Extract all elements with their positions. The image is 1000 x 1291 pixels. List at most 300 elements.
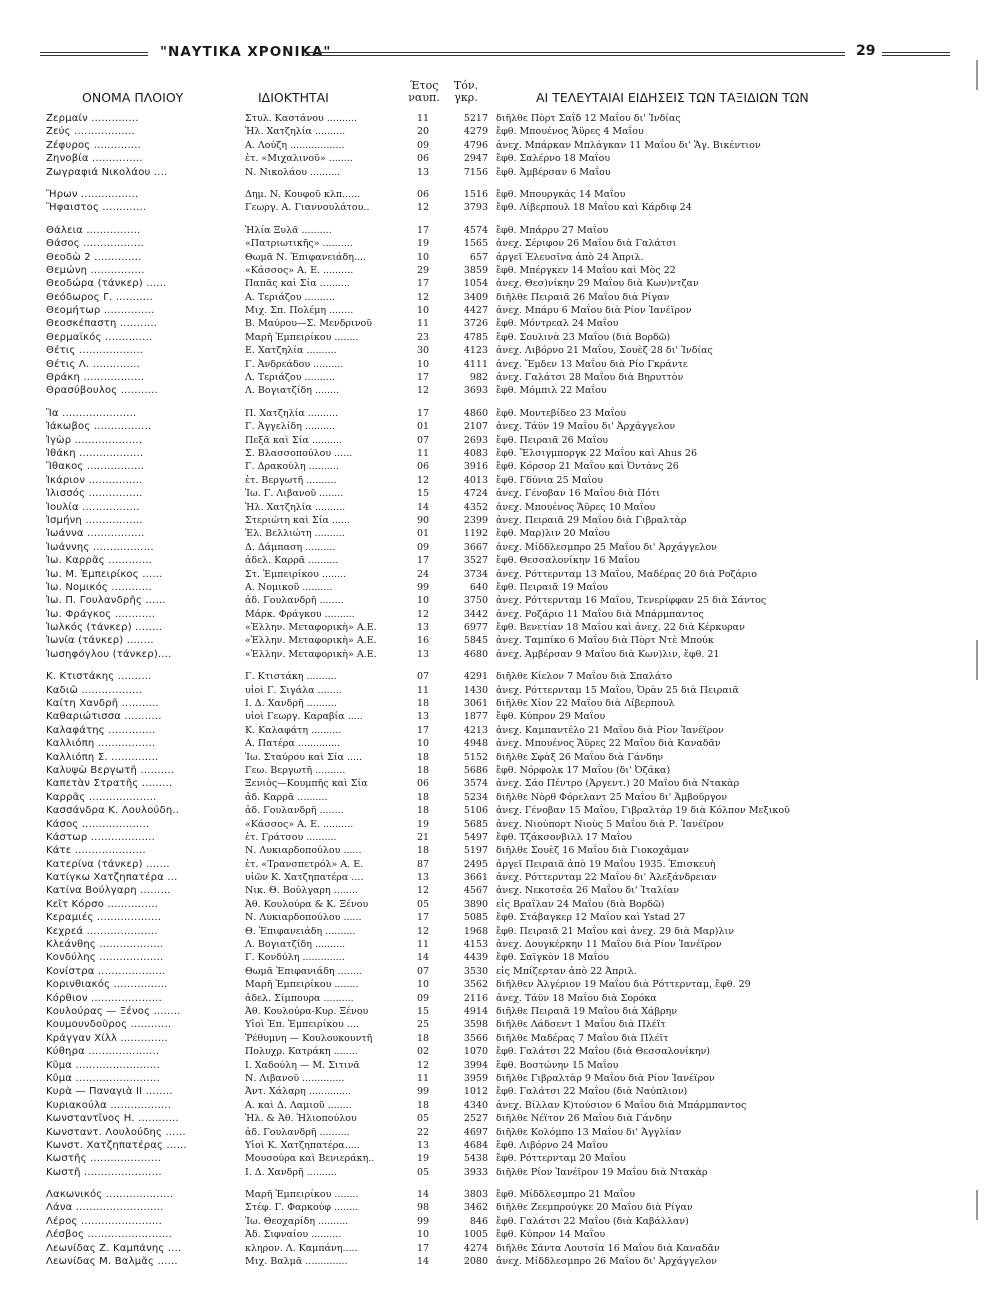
table-row <box>0 1228 1000 1241</box>
voyage-news: ἀνεχ. Ροζάριο 11 Μαΐου διὰ Μπάρμπαντος <box>496 608 704 620</box>
owner: Α. Τεριάζου .......... <box>245 291 335 303</box>
owner: Μιχ. Βαλμᾶ .............. <box>245 1256 348 1268</box>
ship-name: Καλαφάτης .............. <box>46 724 156 736</box>
gross-tonnage: 5106 <box>463 805 488 817</box>
voyage-news: διῆλθε Πὸρτ Σαΐδ 12 Μαΐου δι' Ἰνδίας <box>496 113 681 124</box>
voyage-news: ἀνεχ. Λιβόρνο 21 Μαΐου, Σουὲζ 28 δι' Ἰνδίας <box>496 345 713 357</box>
voyage-news: διῆλθε Σουὲζ 16 Μαΐου διὰ Γιοκοχάμαν <box>496 845 689 857</box>
ship-name: Κεῖτ Κόρσο ............... <box>46 898 159 910</box>
table-row <box>0 188 1000 201</box>
owner: «Ἑλλην. Μεταφορικὴ» Α.Ε. <box>245 648 377 660</box>
owner: ἐτ. «Τρανσπετρόλ» Α. Ε. <box>245 858 364 870</box>
ship-name: Θέτις Λ. .............. <box>46 358 141 370</box>
voyage-news: ἀνεχ. Ταμπίκο 6 Μαΐου διὰ Πὸρτ Ντὲ Μπούκ <box>496 635 714 647</box>
ship-name: Κεραμιές ................... <box>46 912 162 924</box>
voyage-news: διῆλθε Νέϊτον 26 Μαΐου διὰ Γάνδην <box>496 1113 672 1125</box>
ship-list <box>0 112 1000 1268</box>
owner: Ν. Λιβανοῦ .............. <box>245 1072 345 1084</box>
gross-tonnage: 1005 <box>463 1229 488 1241</box>
gross-tonnage: 3409 <box>463 291 488 303</box>
gross-tonnage: 4013 <box>463 474 488 486</box>
build-year: 05 <box>416 1166 430 1178</box>
build-year: 06 <box>416 153 430 165</box>
gross-tonnage: 4291 <box>463 671 488 683</box>
build-year: 15 <box>416 488 430 500</box>
build-year: 15 <box>416 1006 430 1017</box>
build-year: 13 <box>416 166 430 178</box>
build-year: 19 <box>416 238 430 250</box>
owner: Ν. Λυκιαρδοπούλου ...... <box>245 845 362 857</box>
table-row <box>0 1166 1000 1179</box>
table-row <box>0 1255 1000 1268</box>
voyage-news: ἔφθ. Μπέργκεν 14 Μαΐου καὶ Μὸς 22 <box>496 264 676 276</box>
gross-tonnage: 6977 <box>463 622 488 634</box>
ship-name: Ἰουλία ................. <box>46 501 140 513</box>
owner: Παπᾶς καὶ Σία .......... <box>245 278 350 290</box>
voyage-news: διῆλθε Σάντα Λουτσία 16 Μαΐου διὰ Καναδᾶν <box>496 1242 720 1254</box>
ship-name: Καρρᾶς .................... <box>46 791 157 803</box>
gross-tonnage: 2116 <box>463 992 488 1004</box>
table-row <box>0 1242 1000 1255</box>
col-header-tonnage-line1: Τόν. <box>453 79 479 92</box>
voyage-news: διῆλθε Σφὰξ 26 Μαΐου διὰ Γάνδην <box>496 751 664 763</box>
ship-name: Κατίνα Βούλγαρη ......... <box>46 885 171 897</box>
owner: Στ. Ἐμπειρίκου ........ <box>245 568 347 580</box>
voyage-news: διῆλθε Ρίον Ἰανέϊρον 19 Μαΐου διὰ Ντακὰρ <box>496 1166 708 1178</box>
gross-tonnage: 4785 <box>463 331 488 343</box>
table-row <box>0 911 1000 924</box>
build-year: 11 <box>416 318 430 330</box>
voyage-news: ἔφθ. Μπάρρυ 27 Μαΐου <box>496 224 609 236</box>
ship-name: Κυριακούλα .................. <box>46 1099 172 1111</box>
ship-name: Λεωνίδας Μ. Βαλμᾶς ...... <box>46 1256 178 1268</box>
table-row <box>0 1045 1000 1058</box>
owner: Θωμᾶ Ν. Ἐπιφανειάδη.... <box>245 251 366 263</box>
voyage-news: διῆλθε Μαδέρας 7 Μαΐου διὰ Πλέϊτ <box>496 1032 669 1044</box>
gross-tonnage: 2947 <box>463 153 488 165</box>
ship-name: Λακωνικός .................... <box>46 1189 174 1201</box>
gross-tonnage: 846 <box>469 1215 488 1227</box>
table-row <box>0 527 1000 540</box>
build-year: 99 <box>416 1215 430 1227</box>
build-year: 12 <box>416 608 430 620</box>
owner: ἀδ. Καρρᾶ .......... <box>245 791 328 803</box>
owner: Ι. Χαδούλη — Μ. Σιτινᾶ <box>245 1059 360 1071</box>
build-year: 10 <box>416 251 430 263</box>
voyage-news: ἀνεχ. Καμπαντέλο 21 Μαΐου διὰ Ρίον Ἰανέϊρον <box>496 724 724 736</box>
build-year: 13 <box>416 622 430 634</box>
gross-tonnage: 4860 <box>463 407 488 419</box>
build-year: 09 <box>416 992 430 1004</box>
table-row <box>0 634 1000 647</box>
voyage-news: ἔφθ. Σαλέρνο 18 Μαΐου <box>496 153 611 165</box>
ship-name: Ἰάκωβος ................. <box>46 421 152 433</box>
ship-name: Κ. Κτιστάκης .......... <box>46 671 152 683</box>
table-row <box>0 1072 1000 1085</box>
build-year: 14 <box>416 1189 430 1201</box>
owner: Πεξᾶ καὶ Σία .......... <box>245 434 343 446</box>
table-row <box>0 791 1000 804</box>
build-year: 09 <box>416 139 430 151</box>
build-year: 12 <box>416 474 430 486</box>
build-year: 21 <box>416 831 430 843</box>
voyage-news: ἔφθ. Ρόττερνταμ 20 Μαΐου <box>496 1153 626 1165</box>
gross-tonnage: 3726 <box>463 318 488 330</box>
build-year: 12 <box>416 202 430 214</box>
ship-name: Ἰω. Καρρᾶς ............. <box>46 555 153 567</box>
build-year: 06 <box>416 778 430 790</box>
build-year: 19 <box>416 1153 430 1165</box>
table-row <box>0 344 1000 357</box>
voyage-news: εἰς Βραΐλαν 24 Μαΐου (διὰ Βορδῶ) <box>496 898 665 910</box>
gross-tonnage: 3667 <box>463 541 488 553</box>
ship-name: Καίτη Χανδρῆ ........... <box>46 698 159 710</box>
owner: Μουσούρα καὶ Βενιεράκη.. <box>245 1153 375 1165</box>
col-header-year-line2: ναυπ. <box>408 91 440 104</box>
owner: κληρον. Λ. Καμπάνη..... <box>245 1242 358 1254</box>
voyage-news: ἔφθ. Σουλινὰ 23 Μαΐου (διὰ Βορδῶ) <box>496 331 671 343</box>
gross-tonnage: 5217 <box>463 113 488 124</box>
table-row <box>0 621 1000 634</box>
ship-name: Κονίστρα .................... <box>46 965 166 977</box>
table-row <box>0 1201 1000 1214</box>
voyage-news: ἀνεχ. Μπάρκαν Μπλάγκαν 11 Μαΐου δι' Ἅγ. Βικέντιον <box>496 139 761 151</box>
ship-name: Ἰωσηφόγλου (τάνκερ).... <box>46 648 172 660</box>
owner: Στέφ. Γ. Φαρκούφ ........ <box>245 1202 359 1214</box>
ship-name: Καλλιόπη ................. <box>46 738 156 750</box>
ship-name: Θεοδώρα (τάνκερ) ...... <box>46 278 167 290</box>
owner: Μαρῆ Ἐμπειρίκου ........ <box>245 331 359 343</box>
voyage-news: ἔφθ. Σαϊγκὸν 18 Μαΐου <box>496 952 609 964</box>
ship-name: Καλυψὼ Βεργωτῆ .......... <box>46 764 175 776</box>
table-row <box>0 804 1000 817</box>
build-year: 87 <box>416 858 430 870</box>
build-year: 99 <box>416 1086 430 1098</box>
owner: Σ. Βλασσοπούλου ...... <box>245 447 353 459</box>
voyage-news: διῆλθε Ζεεμπρούγκε 20 Μαΐου διὰ Ρίγαν <box>496 1202 693 1214</box>
build-year: 18 <box>416 764 430 776</box>
voyage-news: ἔφθ. Γαλάτσι 22 Μαΐου (διὰ Ναύπλιον) <box>496 1086 688 1098</box>
owner: ἀδ. Γουλανδρῆ ........ <box>245 805 344 817</box>
gross-tonnage: 3916 <box>463 461 488 473</box>
build-year: 18 <box>416 1099 430 1111</box>
voyage-news: ἔφθ. Κύπρον 14 Μαΐου <box>496 1229 606 1241</box>
ship-name: Ἰσμήνη ................. <box>46 514 143 526</box>
gross-tonnage: 3803 <box>463 1189 488 1201</box>
table-row <box>0 568 1000 581</box>
ship-name: Καθαριώτισσα ........... <box>46 711 162 723</box>
build-year: 12 <box>416 885 430 897</box>
voyage-news: ἀργεῖ Πειραιᾶ ἀπὸ 19 Μαΐου 1935. Ἐπισκευὴ <box>496 858 716 870</box>
gross-tonnage: 1565 <box>463 238 488 250</box>
voyage-news: ἀνεχ. Ἔμδεν 13 Μαΐου διὰ Ρίο Γκράντε <box>496 358 688 370</box>
build-year: 13 <box>416 872 430 884</box>
build-year: 10 <box>416 738 430 750</box>
ship-name: Κωνσταντῖνος Η. ............ <box>46 1113 179 1125</box>
build-year: 01 <box>416 421 430 433</box>
table-row <box>0 951 1000 964</box>
gross-tonnage: 3061 <box>463 698 488 710</box>
gross-tonnage: 4083 <box>463 447 488 459</box>
ship-name: Θεομήτωρ ............... <box>46 305 155 317</box>
ship-name: Ἥρων ................. <box>46 188 139 200</box>
voyage-news: ἀνεχ. Μίδδλεσμπρο 26 Μαΐου δι' Ἀρχάγγελον <box>496 1256 717 1268</box>
voyage-news: ἀνεχ. Γαλάτσι 28 Μαΐου διὰ Βηρυττὸν <box>496 372 684 384</box>
gross-tonnage: 2107 <box>463 421 488 433</box>
gross-tonnage: 657 <box>469 251 488 263</box>
gross-tonnage: 1516 <box>463 188 488 200</box>
table-row <box>0 358 1000 371</box>
gross-tonnage: 3598 <box>463 1019 488 1031</box>
build-year: 17 <box>416 278 430 290</box>
table-row <box>0 1085 1000 1098</box>
build-year: 11 <box>416 684 430 696</box>
build-year: 12 <box>416 925 430 937</box>
gross-tonnage: 5085 <box>463 912 488 924</box>
voyage-news: ἀνεχ. Γένοβαν 16 Μαΐου διὰ Πότι <box>496 488 660 500</box>
gross-tonnage: 3734 <box>463 568 488 580</box>
owner: Κ. Καλαφάτη .......... <box>245 724 342 736</box>
page-edge-mark <box>976 60 978 90</box>
gross-tonnage: 4213 <box>463 724 488 736</box>
build-year: 09 <box>416 541 430 553</box>
owner: Μάρκ. Φράγκου .......... <box>245 608 355 620</box>
col-header-year-line1: Έτος <box>409 79 439 92</box>
build-year: 18 <box>416 845 430 857</box>
build-year: 98 <box>416 1202 430 1214</box>
ship-name: Κατίγκω Χατζηπατέρα ... <box>46 872 178 884</box>
owner: ἀδ. Γουλανδρῆ ........ <box>245 595 344 607</box>
owner: Γ. Κτιστάκη .......... <box>245 671 337 683</box>
owner: Ι. Δ. Χανδρῆ .......... <box>245 698 337 710</box>
gross-tonnage: 4574 <box>463 224 488 236</box>
owner: ἀδελ. Καρρᾶ .......... <box>245 555 339 567</box>
gross-tonnage: 4724 <box>463 488 488 500</box>
ship-name: Λεωνίδας Ζ. Καμπάνης .... <box>46 1242 182 1254</box>
table-row <box>0 992 1000 1005</box>
voyage-news: ἔφθ. Νόρφολκ 17 Μαΐου (δι' Ὀζάκα) <box>496 764 671 776</box>
build-year: 12 <box>416 385 430 397</box>
table-row <box>0 1188 1000 1201</box>
owner: Ἰω. Σταύρου καὶ Σία ..... <box>245 751 363 763</box>
voyage-news: ἔφθ. Μόντρεαλ 24 Μαΐου <box>496 318 619 330</box>
build-year: 11 <box>416 113 430 124</box>
gross-tonnage: 4427 <box>463 305 488 317</box>
voyage-news: ἔφθ. Γαλάτσι 22 Μαΐου (διὰ Καβάλλαν) <box>496 1215 689 1227</box>
build-year: 18 <box>416 698 430 710</box>
build-year: 10 <box>416 595 430 607</box>
voyage-news: διῆλθε Κίελον 7 Μαΐου διὰ Σπαλάτο <box>496 671 673 683</box>
owner: Α. Πατέρα .............. <box>245 738 341 750</box>
ship-name: Θεοδὼ 2 .............. <box>46 251 142 263</box>
ship-name: Θερμαϊκός .............. <box>46 331 153 343</box>
owner: υἱῶν Κ. Χατζηπατέρα .... <box>245 872 364 884</box>
voyage-news: ἀνεχ. Νεκοτσέα 26 Μαΐου δι' Ἰταλίαν <box>496 885 680 897</box>
owner: Μαρῆ Ἐμπειρίκου ........ <box>245 1189 359 1201</box>
table-row <box>0 1152 1000 1165</box>
voyage-news: ἔφθ. Μίδδλεσμπρο 21 Μαΐου <box>496 1189 636 1201</box>
table-row <box>0 152 1000 165</box>
gross-tonnage: 1430 <box>463 684 488 696</box>
build-year: 17 <box>416 555 430 567</box>
gross-tonnage: 5234 <box>463 791 488 803</box>
ship-name: Κεχρεά ..................... <box>46 925 158 937</box>
build-year: 14 <box>416 1256 430 1268</box>
ship-name: Θεμώνη ................ <box>46 264 145 276</box>
owner: ἐτ. Γράτσου .......... <box>245 831 337 843</box>
gross-tonnage: 3527 <box>463 555 488 567</box>
ship-name: Ἰκάριον ................ <box>46 474 143 486</box>
voyage-news: ἔφθ. Πειραιᾶ 26 Μαΐου <box>496 434 609 446</box>
ship-name: Κουλούρας — Ξένος ........ <box>46 1006 181 1017</box>
build-year: 18 <box>416 791 430 803</box>
ship-name: Κύθηρα ..................... <box>46 1046 160 1058</box>
ship-name: Θεόδωρος Γ. ........... <box>46 291 153 303</box>
build-year: 18 <box>416 751 430 763</box>
journal-title: "ΝΑΥΤΙΚΑ ΧΡΟΝΙΚΑ" <box>160 44 332 60</box>
voyage-news: ἀνεχ. Νιούπορτ Νιοὺς 5 Μαΐου διὰ Ρ. Ἰανέϊρον <box>496 818 724 830</box>
gross-tonnage: 1192 <box>463 528 488 540</box>
build-year: 12 <box>416 291 430 303</box>
table-row <box>0 1112 1000 1125</box>
table-row <box>0 474 1000 487</box>
voyage-news: ἀνεχ. Μπάρυ 6 Μαΐου διὰ Ρίον Ἰανέϊρον <box>496 305 692 317</box>
gross-tonnage: 4948 <box>463 738 488 750</box>
gross-tonnage: 5845 <box>463 635 488 647</box>
ship-name: Καπετὰν Στρατῆς ......... <box>46 778 173 790</box>
ship-name: Θάσος .................. <box>46 238 144 250</box>
gross-tonnage: 4352 <box>463 501 488 513</box>
voyage-news: ἔφθ. Πειραιᾶ 21 Μαΐου καὶ ἀνεχ. 29 διὰ Μαρ)λιν <box>496 925 735 937</box>
gross-tonnage: 4123 <box>463 345 488 357</box>
ship-name: Ἰγὼρ .................... <box>46 434 143 446</box>
owner: Ἀντ. Χάλαρη .............. <box>245 1086 352 1098</box>
ship-name: Κωνσταντ. Λουλούδης ...... <box>46 1126 186 1138</box>
build-year: 14 <box>416 501 430 513</box>
build-year: 17 <box>416 1242 430 1254</box>
voyage-news: διῆλθε Γιβραλτὰρ 9 Μαΐου διὰ Ρίον Ἰανέϊρον <box>496 1072 715 1084</box>
voyage-news: ἔφθ. Μόμπιλ 22 Μαΐου <box>496 385 607 397</box>
header-rule-left <box>40 52 148 56</box>
gross-tonnage: 5152 <box>463 751 488 763</box>
ship-name: Λέρος ........................ <box>46 1215 163 1227</box>
voyage-news: ἔφθ. Στάβαγκερ 12 Μαΐου καὶ Ystad 27 <box>496 912 686 924</box>
table-row <box>0 1099 1000 1112</box>
table-row <box>0 884 1000 897</box>
owner: Α. καὶ Δ. Λαμιοῦ ........ <box>245 1099 352 1111</box>
build-year: 17 <box>416 372 430 384</box>
ship-name: Θάλεια ................ <box>46 224 141 236</box>
voyage-news: ἔφθ. Βενετίαν 18 Μαΐου καὶ ἀνεχ. 22 διὰ Κέρκυραν <box>496 622 745 634</box>
table-row <box>0 384 1000 397</box>
build-year: 06 <box>416 188 430 200</box>
owner: Ἰω. Θεοχαρίδη .......... <box>245 1215 349 1227</box>
table-row <box>0 317 1000 330</box>
ship-name: Ἰω. Π. Γουλανδρῆς ...... <box>46 595 166 607</box>
ship-name: Ἴα ...................... <box>46 407 137 419</box>
gross-tonnage: 640 <box>469 581 488 593</box>
col-header-tonnage <box>446 80 486 104</box>
gross-tonnage: 3442 <box>463 608 488 620</box>
build-year: 13 <box>416 648 430 660</box>
voyage-news: διῆλθεν Ἀλγέριον 19 Μαΐου διὰ Ρόττερνταμ, ἔφθ. 29 <box>496 979 751 991</box>
gross-tonnage: 4439 <box>463 952 488 964</box>
build-year: 90 <box>416 514 430 526</box>
gross-tonnage: 3959 <box>463 1072 488 1084</box>
build-year: 13 <box>416 1139 430 1151</box>
table-row <box>0 871 1000 884</box>
voyage-news: ἔφθ. Μπουένος Ἄϋρες 4 Μαΐου <box>496 126 644 138</box>
voyage-news: ἀνεχ. Ρόττερνταμ 15 Μαΐου, Ὀρὰν 25 διὰ Πειραιᾶ <box>496 684 739 696</box>
table-row <box>0 1126 1000 1139</box>
page-edge-mark <box>976 1190 978 1220</box>
ship-name: Κράγγαν Χίλλ .............. <box>46 1032 168 1044</box>
page-header <box>40 44 950 64</box>
voyage-news: ἔφθ. Λιβόρνο 24 Μαΐου <box>496 1139 608 1151</box>
ship-name: Ἰλισσός ................ <box>46 488 143 500</box>
gross-tonnage: 4111 <box>463 358 488 370</box>
build-year: 01 <box>416 528 430 540</box>
ship-name: Κωστῆ ....................... <box>46 1166 162 1178</box>
owner: Ἀθ. Κουλούρα-Κυρ. Ξένου <box>245 1006 369 1017</box>
owner: Θωμᾶ Ἐπιφανιάδη ........ <box>245 965 362 977</box>
owner: Ν. Λυκιαρδοπούλου ...... <box>245 912 362 924</box>
voyage-news: ἔφθ. Κύπρον 29 Μαΐου <box>496 711 606 723</box>
voyage-news: ἀνεχ. Ρόττερνταμ 13 Μαΐου, Μαδέρας 20 διὰ Ροζάριο <box>496 568 758 580</box>
ship-name: Κάτε ..................... <box>46 845 146 857</box>
table-row <box>0 291 1000 304</box>
table-row <box>0 460 1000 473</box>
voyage-news: ἀνεχ. Μπουένος Ἄϋρες 22 Μαΐου διὰ Καναδᾶν <box>496 738 721 750</box>
table-row <box>0 818 1000 831</box>
build-year: 99 <box>416 581 430 593</box>
table-row <box>0 1032 1000 1045</box>
owner: υἱοὶ Γεωργ. Καραβία ..... <box>245 711 363 723</box>
build-year: 02 <box>416 1046 430 1058</box>
voyage-news: ἔφθ. Μαρ)λιν 20 Μαΐου <box>496 528 610 540</box>
owner: «Κάσσος» Α. Ε. .......... <box>245 264 354 276</box>
ship-name: Κυρὰ — Παναγιὰ ΙΙ ........ <box>46 1086 173 1098</box>
ship-name: Κάστωρ ................... <box>46 831 156 843</box>
owner: Ἀθ. Κουλούρα & Κ. Ξένου <box>245 898 369 910</box>
voyage-news: ἀνεχ. Σέριφον 26 Μαΐου διὰ Γαλάτσι <box>496 238 677 250</box>
voyage-news: ἔφθ. Κόρσορ 21 Μαΐου καὶ Ὀντὰνς 26 <box>496 461 679 473</box>
build-year: 14 <box>416 952 430 964</box>
table-row <box>0 166 1000 179</box>
voyage-news: ἀργεῖ Ἐλευσῖνα ἀπὸ 24 Ἀπριλ. <box>496 251 644 263</box>
table-row <box>0 371 1000 384</box>
table-row <box>0 737 1000 750</box>
voyage-news: διῆλθε Λάδσεντ 1 Μαΐου διὰ Πλέϊτ <box>496 1019 666 1031</box>
owner: Ἡλ. Χατζηλία .......... <box>245 501 346 513</box>
build-year: 18 <box>416 805 430 817</box>
ship-name: Θέτις ................... <box>46 345 144 357</box>
owner: Ἡλ. Χατζηλία .......... <box>245 126 346 138</box>
gross-tonnage: 4796 <box>463 139 488 151</box>
table-row <box>0 251 1000 264</box>
table-row <box>0 487 1000 500</box>
table-row <box>0 139 1000 152</box>
voyage-news: διῆλθε Πειραιᾶ 19 Μαΐου διὰ Χάβρην <box>496 1006 678 1017</box>
table-row <box>0 898 1000 911</box>
build-year: 24 <box>416 568 430 580</box>
table-row <box>0 648 1000 661</box>
page-edge-mark <box>976 640 978 680</box>
gross-tonnage: 2080 <box>463 1256 488 1268</box>
owner: Υἱοὶ Κ. Χατζηπατέρα..... <box>245 1139 360 1151</box>
ship-name: Ἰωάννης .................. <box>46 541 154 553</box>
col-header-owners: ΙΔΙΟΚΤΗΤΑΙ <box>258 90 329 105</box>
